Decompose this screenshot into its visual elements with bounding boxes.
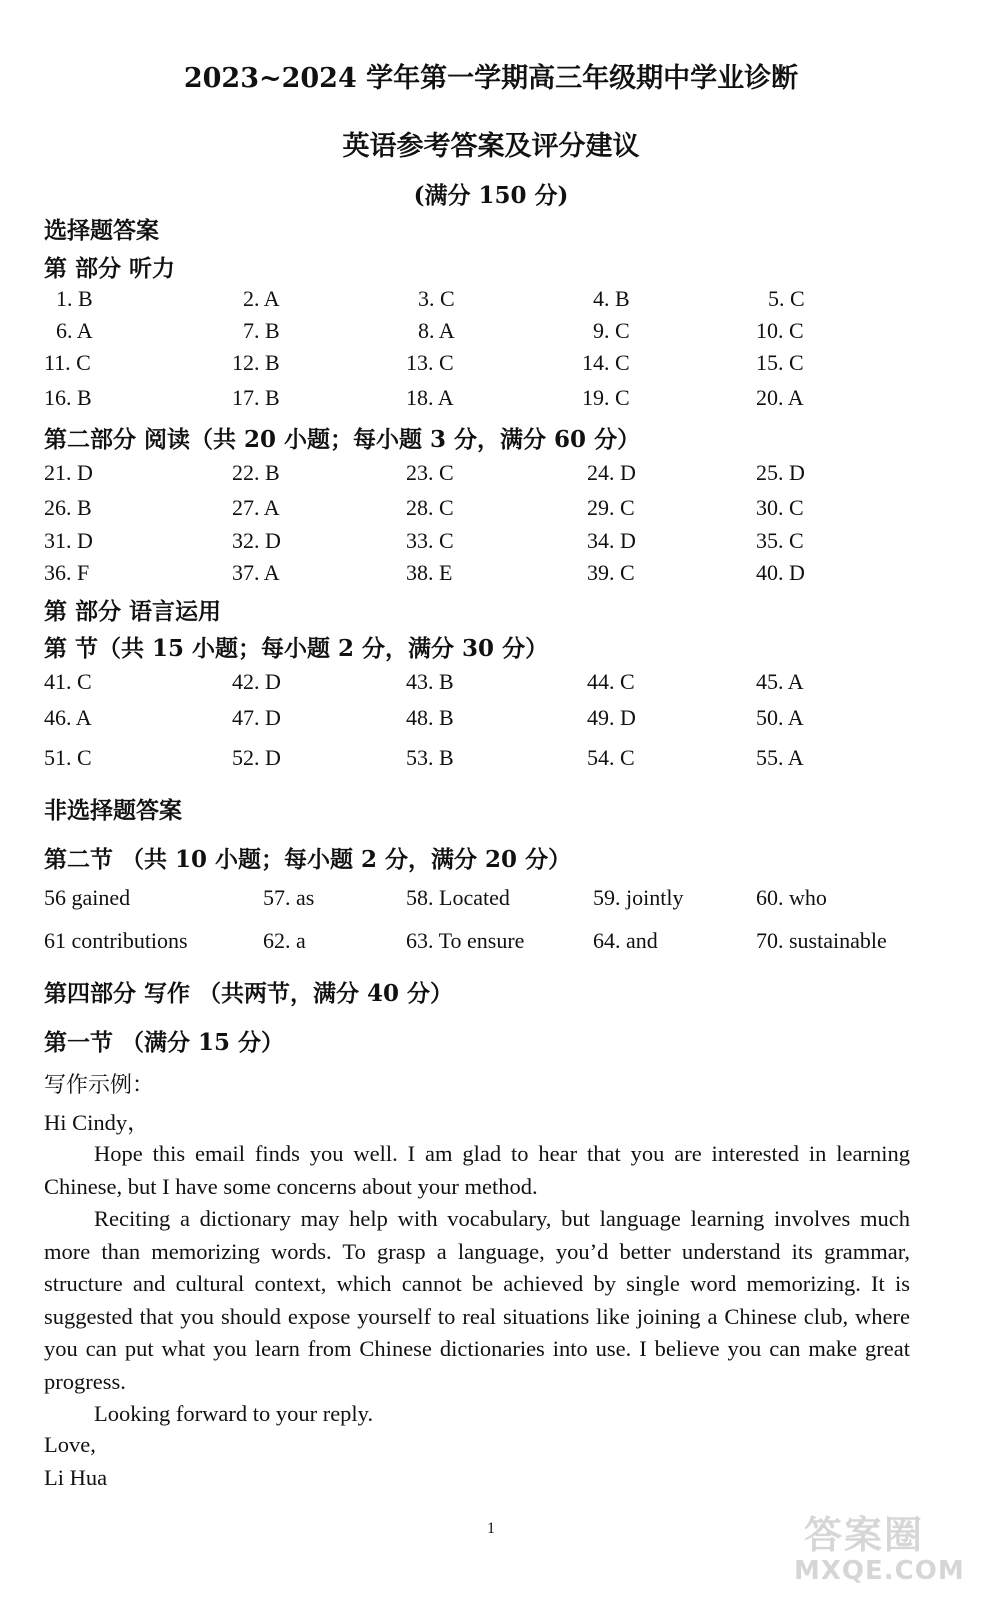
answer-item: 5. C bbox=[768, 286, 805, 311]
answer-item: 41. C bbox=[44, 669, 92, 694]
answer-item: 56 gained bbox=[44, 885, 131, 910]
answer-item: 59. jointly bbox=[593, 885, 684, 910]
answer-item: 35. C bbox=[756, 528, 804, 553]
answer-item: 52. D bbox=[232, 745, 281, 770]
answer-item: 8. A bbox=[418, 318, 455, 343]
answer-item: 60. who bbox=[756, 885, 827, 910]
answer-item: 39. C bbox=[587, 560, 635, 585]
watermark-bottom-text: MXQE.COM bbox=[794, 1556, 965, 1586]
essay-paragraph-3: Looking forward to your reply. bbox=[94, 1401, 374, 1426]
watermark-top-text: 答案圈 bbox=[804, 1513, 925, 1557]
answer-item: 53. B bbox=[406, 745, 454, 770]
answer-item: 57. as bbox=[263, 885, 315, 910]
answer-item: 3. C bbox=[418, 286, 455, 311]
watermark-logo bbox=[794, 1504, 964, 1594]
essay-signature: Li Hua bbox=[44, 1465, 108, 1490]
part3-heading: 第 部分 语言运用 bbox=[44, 598, 222, 625]
page-title-line2: 英语参考答案及评分建议 bbox=[342, 131, 640, 162]
essay-greeting: Hi Cindy， bbox=[44, 1110, 150, 1135]
answer-item: 21. D bbox=[44, 460, 93, 485]
answer-item: 38. E bbox=[406, 560, 453, 585]
answer-item: 64. and bbox=[593, 928, 658, 953]
page-title-line1: 2023~2024 学年第一学期高三年级期中学业诊断 bbox=[183, 63, 799, 94]
answer-item: 43. B bbox=[406, 669, 454, 694]
part4-heading: 第四部分 写作 （共两节，满分 40 分） bbox=[44, 980, 454, 1007]
answer-item: 20. A bbox=[756, 385, 804, 410]
answer-item: 24. D bbox=[587, 460, 636, 485]
answer-item: 25. D bbox=[756, 460, 805, 485]
answer-item: 17. B bbox=[232, 385, 280, 410]
answer-item: 42. D bbox=[232, 669, 281, 694]
answer-item: 54. C bbox=[587, 745, 635, 770]
answer-item: 46. A bbox=[44, 705, 92, 730]
answer-item: 33. C bbox=[406, 528, 454, 553]
page-number: 1 bbox=[487, 1520, 495, 1537]
answer-item: 32. D bbox=[232, 528, 281, 553]
answer-item: 45. A bbox=[756, 669, 804, 694]
answer-item: 1. B bbox=[56, 286, 93, 311]
answer-item: 58. Located bbox=[406, 885, 510, 910]
answer-item: 50. A bbox=[756, 705, 804, 730]
part2-heading: 第二部分 阅读（共 20 小题；每小题 3 分，满分 60 分） bbox=[44, 426, 641, 453]
answer-item: 18. A bbox=[406, 385, 454, 410]
answer-item: 47. D bbox=[232, 705, 281, 730]
answer-item: 29. C bbox=[587, 495, 635, 520]
answer-item: 14. C bbox=[582, 350, 630, 375]
answer-item: 6. A bbox=[56, 318, 93, 343]
answer-item: 7. B bbox=[243, 318, 280, 343]
answer-item: 28. C bbox=[406, 495, 454, 520]
section-nonchoice-heading: 非选择题答案 bbox=[44, 797, 182, 824]
answer-item: 36. F bbox=[44, 560, 90, 585]
answer-item: 55. A bbox=[756, 745, 804, 770]
sample-label: 写作示例： bbox=[44, 1073, 155, 1098]
answer-item: 34. D bbox=[587, 528, 636, 553]
answer-item: 61 contributions bbox=[44, 928, 188, 953]
essay-paragraph-2: Reciting a dictionary may help with vocabulary, but language learning involves much more than memorizing words. To grasp a language, you’d better understand its grammar, structure and cultural context, which cannot be achieved by single word memorizing. It is suggested that you should expose yourself to real situations like joining a Chinese club, where you can put what you learn from Chinese dictionaries into use. I believe you can make great progress. bbox=[44, 1206, 910, 1394]
page-title-line3: (满分 150 分) bbox=[413, 182, 569, 209]
answer-item: 11. C bbox=[44, 350, 91, 375]
answer-item: 15. C bbox=[756, 350, 804, 375]
answer-item: 37. A bbox=[232, 560, 280, 585]
answer-item: 4. B bbox=[593, 286, 630, 311]
answer-item: 62. a bbox=[263, 928, 306, 953]
part3-sub-heading: 第 节（共 15 小题；每小题 2 分，满分 30 分） bbox=[44, 635, 549, 662]
essay-paragraph-1: Hope this email finds you well. I am glad to hear that you are interested in learning Chinese, but I have some concerns about your method. bbox=[44, 1141, 910, 1199]
answer-item: 22. B bbox=[232, 460, 280, 485]
answer-item: 31. D bbox=[44, 528, 93, 553]
answer-item: 48. B bbox=[406, 705, 454, 730]
section-choice-heading: 选择题答案 bbox=[44, 217, 159, 244]
answer-item: 49. D bbox=[587, 705, 636, 730]
answer-item: 12. B bbox=[232, 350, 280, 375]
answer-item: 13. C bbox=[406, 350, 454, 375]
answer-item: 10. C bbox=[756, 318, 804, 343]
answer-item: 16. B bbox=[44, 385, 92, 410]
answer-item: 44. C bbox=[587, 669, 635, 694]
answer-item: 9. C bbox=[593, 318, 630, 343]
answer-item: 27. A bbox=[232, 495, 280, 520]
answer-item: 51. C bbox=[44, 745, 92, 770]
essay-closing: Love, bbox=[44, 1432, 96, 1457]
answer-item: 40. D bbox=[756, 560, 805, 585]
answer-item: 2. A bbox=[243, 286, 280, 311]
part1-heading: 第 部分 听力 bbox=[44, 255, 176, 282]
answer-item: 26. B bbox=[44, 495, 92, 520]
part3-sec2-heading: 第二节 （共 10 小题；每小题 2 分，满分 20 分） bbox=[44, 846, 572, 873]
answer-item: 23. C bbox=[406, 460, 454, 485]
answer-item: 30. C bbox=[756, 495, 804, 520]
answer-item: 70. sustainable bbox=[756, 928, 887, 953]
part4-sec1-heading: 第一节 （满分 15 分） bbox=[44, 1029, 285, 1056]
answer-item: 19. C bbox=[582, 385, 630, 410]
answer-item: 63. To ensure bbox=[406, 928, 525, 953]
